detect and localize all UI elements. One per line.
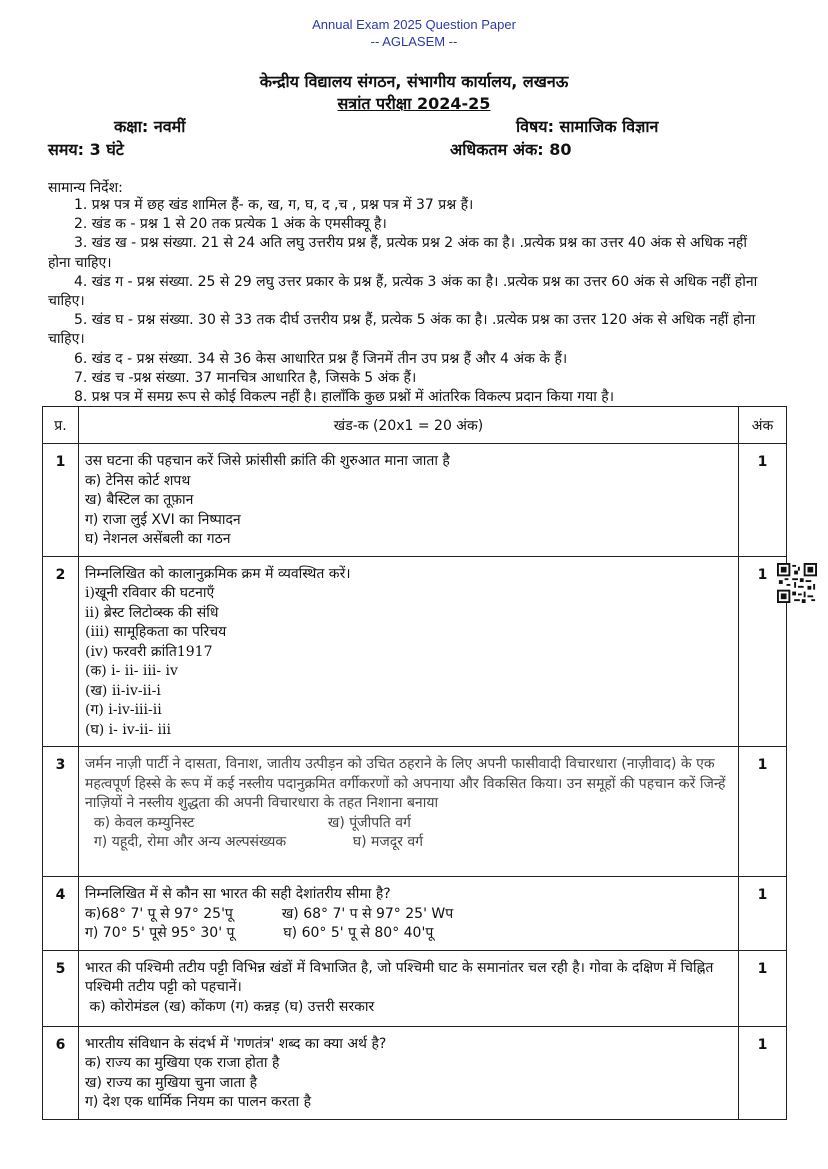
option: (ख) ii-iv-ii-i <box>85 682 161 699</box>
question-number: 2 <box>43 556 79 747</box>
exam-title: सत्रांत परीक्षा 2024-25 <box>337 94 491 113</box>
option: घ) नेशनल असेंबली का गठन <box>85 531 231 547</box>
time-label: समय: 3 घंटे <box>48 140 124 159</box>
question-body <box>79 444 739 557</box>
option: ग) 70° 5' पूसे 95° 30' पू घ) 60° 5' पू से 80° 40'पू <box>85 925 434 941</box>
question-text: जर्मन नाज़ी पार्टी ने दासता, विनाश, जातीय उत्पीड़न को उचित ठहराने के लिए अपनी फासीवादी विचारधारा (नाज़ीवाद) के एक महत्वपूर्ण हिस्से के रूप में कई नस्लीय पदानुक्रमित वर्गीकरणों को अपनाया और विकसित किया। उन समूहों की पहचान करें जिन्हें नाज़ियों ने नस्लीय शुद्धता की अपनी विचारधारा के तहत निशाना बनाया <box>85 756 726 811</box>
question-body <box>79 1026 739 1119</box>
header-marks: अंक <box>739 407 787 444</box>
instruction-item: 5. खंड घ - प्रश्न संख्या. 30 से 33 तक दीर्घ उत्तरीय प्रश्न हैं, प्रत्येक 5 अंक का है। .प्रत्येक प्रश्न का उत्तर 120 अंक से अधिक नहीं होना चाहिए। <box>48 312 756 348</box>
option: ख) राज्य का मुखिया चुना जाता है <box>85 1074 258 1091</box>
question-number: 4 <box>43 877 79 951</box>
option: क) कोरोमंडल (ख) कोंकण (ग) कन्नड़ (घ) उत्तरी सरकार <box>85 998 375 1015</box>
organization-title: केन्द्रीय विद्यालय संगठन, संभागीय कार्यालय, लखनऊ <box>259 72 569 91</box>
table-row <box>43 747 787 877</box>
question-marks: 1 <box>739 747 787 877</box>
option: i)खूनी रविवार की घटनाएँ <box>85 585 215 601</box>
question-text: उस घटना की पहचान करें जिसे फ्रांसीसी क्रांति की शुरुआत माना जाता है <box>85 453 450 469</box>
option: ii) ब्रेस्ट लिटोव्स्क की संधि <box>85 604 219 621</box>
question-marks: 1 <box>739 1026 787 1119</box>
question-text: भारतीय संविधान के संदर्भ में 'गणतंत्र' शब्द का क्या अर्थ है? <box>85 1035 387 1052</box>
option: ग) यहूदी, रोमा और अन्य अल्पसंख्यक घ) मजदूर वर्ग <box>85 834 424 850</box>
option: (iii) सामूहिकता का परिचय <box>85 624 227 640</box>
watermark-line-2: -- AGLASEM -- <box>370 34 458 49</box>
option: (क) i- ii- iii- iv <box>85 663 178 679</box>
instruction-item: 2. खंड क - प्रश्न 1 से 20 तक प्रत्येक 1 अंक के एमसीक्यू है। <box>74 216 387 233</box>
question-marks: 1 <box>739 556 787 747</box>
instruction-item: 1. प्रश्न पत्र में छह खंड शामिल हैं- क, ख, ग, घ, द ,च , प्रश्न पत्र में 37 प्रश्न हैं। <box>74 197 474 213</box>
question-marks: 1 <box>739 950 787 1026</box>
instruction-item: 6. खंड द - प्रश्न संख्या. 34 से 36 केस आधारित प्रश्न हैं जिनमें तीन उप प्रश्न हैं और 4 अंक के हैं। <box>74 350 568 367</box>
question-number: 5 <box>43 950 79 1026</box>
question-body <box>79 747 739 877</box>
table-row <box>43 877 787 951</box>
option: क) केवल कम्युनिस्ट ख) पूंजीपति वर्ग <box>85 814 411 831</box>
question-table <box>42 406 787 1120</box>
question-number: 3 <box>43 747 79 877</box>
option: (iv) फरवरी क्रांति1917 <box>85 643 213 660</box>
instruction-item: 8. प्रश्न पत्र में समग्र रूप से कोई विकल्प नहीं है। हालाँकि कुछ प्रश्नों में आंतरिक विकल्प प्रदान किया गया है। <box>74 389 615 406</box>
option: क)68° 7' पू से 97° 25'पू ख) 68° 7' प से 97° 25' Wप <box>85 905 454 922</box>
instructions-list <box>48 196 768 407</box>
header-section: खंड-क (20x1 = 20 अंक) <box>79 407 739 444</box>
question-body <box>79 877 739 951</box>
question-marks: 1 <box>739 444 787 557</box>
option: ग) राजा लुई XVI का निष्पादन <box>85 511 241 528</box>
header-question-no: प्र. <box>43 407 79 444</box>
instruction-item: 7. खंड च -प्रश्न संख्या. 37 मानचित्र आधारित है, जिसके 5 अंक हैं। <box>74 369 417 386</box>
table-row <box>43 556 787 747</box>
question-body <box>79 950 739 1026</box>
option: ग) देश एक धार्मिक नियम का पालन करता है <box>85 1094 312 1110</box>
instruction-item: 3. खंड ख - प्रश्न संख्या. 21 से 24 अति लघु उत्तरीय प्रश्न हैं, प्रत्येक प्रश्न 2 अंक का है। .प्रत्येक प्रश्न का उत्तर 40 अंक से अधिक नहीं होना चाहिए। <box>48 235 747 271</box>
question-text: निम्नलिखित में से कौन सा भारत की सही देशांतरीय सीमा है? <box>85 886 391 902</box>
option: (ग) i-iv-iii-ii <box>85 702 162 718</box>
question-text: निम्नलिखित को कालानुक्रमिक क्रम में व्यवस्थित करें। <box>85 565 351 582</box>
table-row <box>43 444 787 557</box>
table-header-row <box>43 407 787 444</box>
question-marks: 1 <box>739 877 787 951</box>
option: (घ) i- iv-ii- iii <box>85 721 171 738</box>
watermark-line-1: Annual Exam 2025 Question Paper <box>312 17 516 32</box>
option: क) टेनिस कोर्ट शपथ <box>85 472 191 489</box>
max-marks-label: अधिकतम अंक: 80 <box>450 140 572 159</box>
question-body <box>79 556 739 747</box>
instruction-item: 4. खंड ग - प्रश्न संख्या. 25 से 29 लघु उत्तर प्रकार के प्रश्न हैं, प्रत्येक 3 अंक का है। .प्रत्येक प्रश्न का उत्तर 60 अंक से अधिक नहीं होना चाहिए। <box>48 273 758 310</box>
subject-label: विषय: सामाजिक विज्ञान <box>516 117 659 136</box>
table-row <box>43 950 787 1026</box>
instructions-title: सामान्य निर्देश: <box>48 180 123 196</box>
option: ख) बैस्टिल का तूफ़ान <box>85 492 194 508</box>
class-label: कक्षा: नवमीं <box>114 117 186 136</box>
table-row <box>43 1026 787 1119</box>
qr-code-icon <box>777 563 817 603</box>
question-number: 1 <box>43 444 79 557</box>
option: क) राज्य का मुखिया एक राजा होता है <box>85 1055 280 1071</box>
question-text: भारत की पश्चिमी तटीय पट्टी विभिन्न खंडों में विभाजित है, जो पश्चिमी घाट के समानांतर चल रही है। गोवा के दक्षिण में चिह्नित पश्चिमी तटीय पट्टी को पहचानें। <box>85 959 714 995</box>
question-number: 6 <box>43 1026 79 1119</box>
